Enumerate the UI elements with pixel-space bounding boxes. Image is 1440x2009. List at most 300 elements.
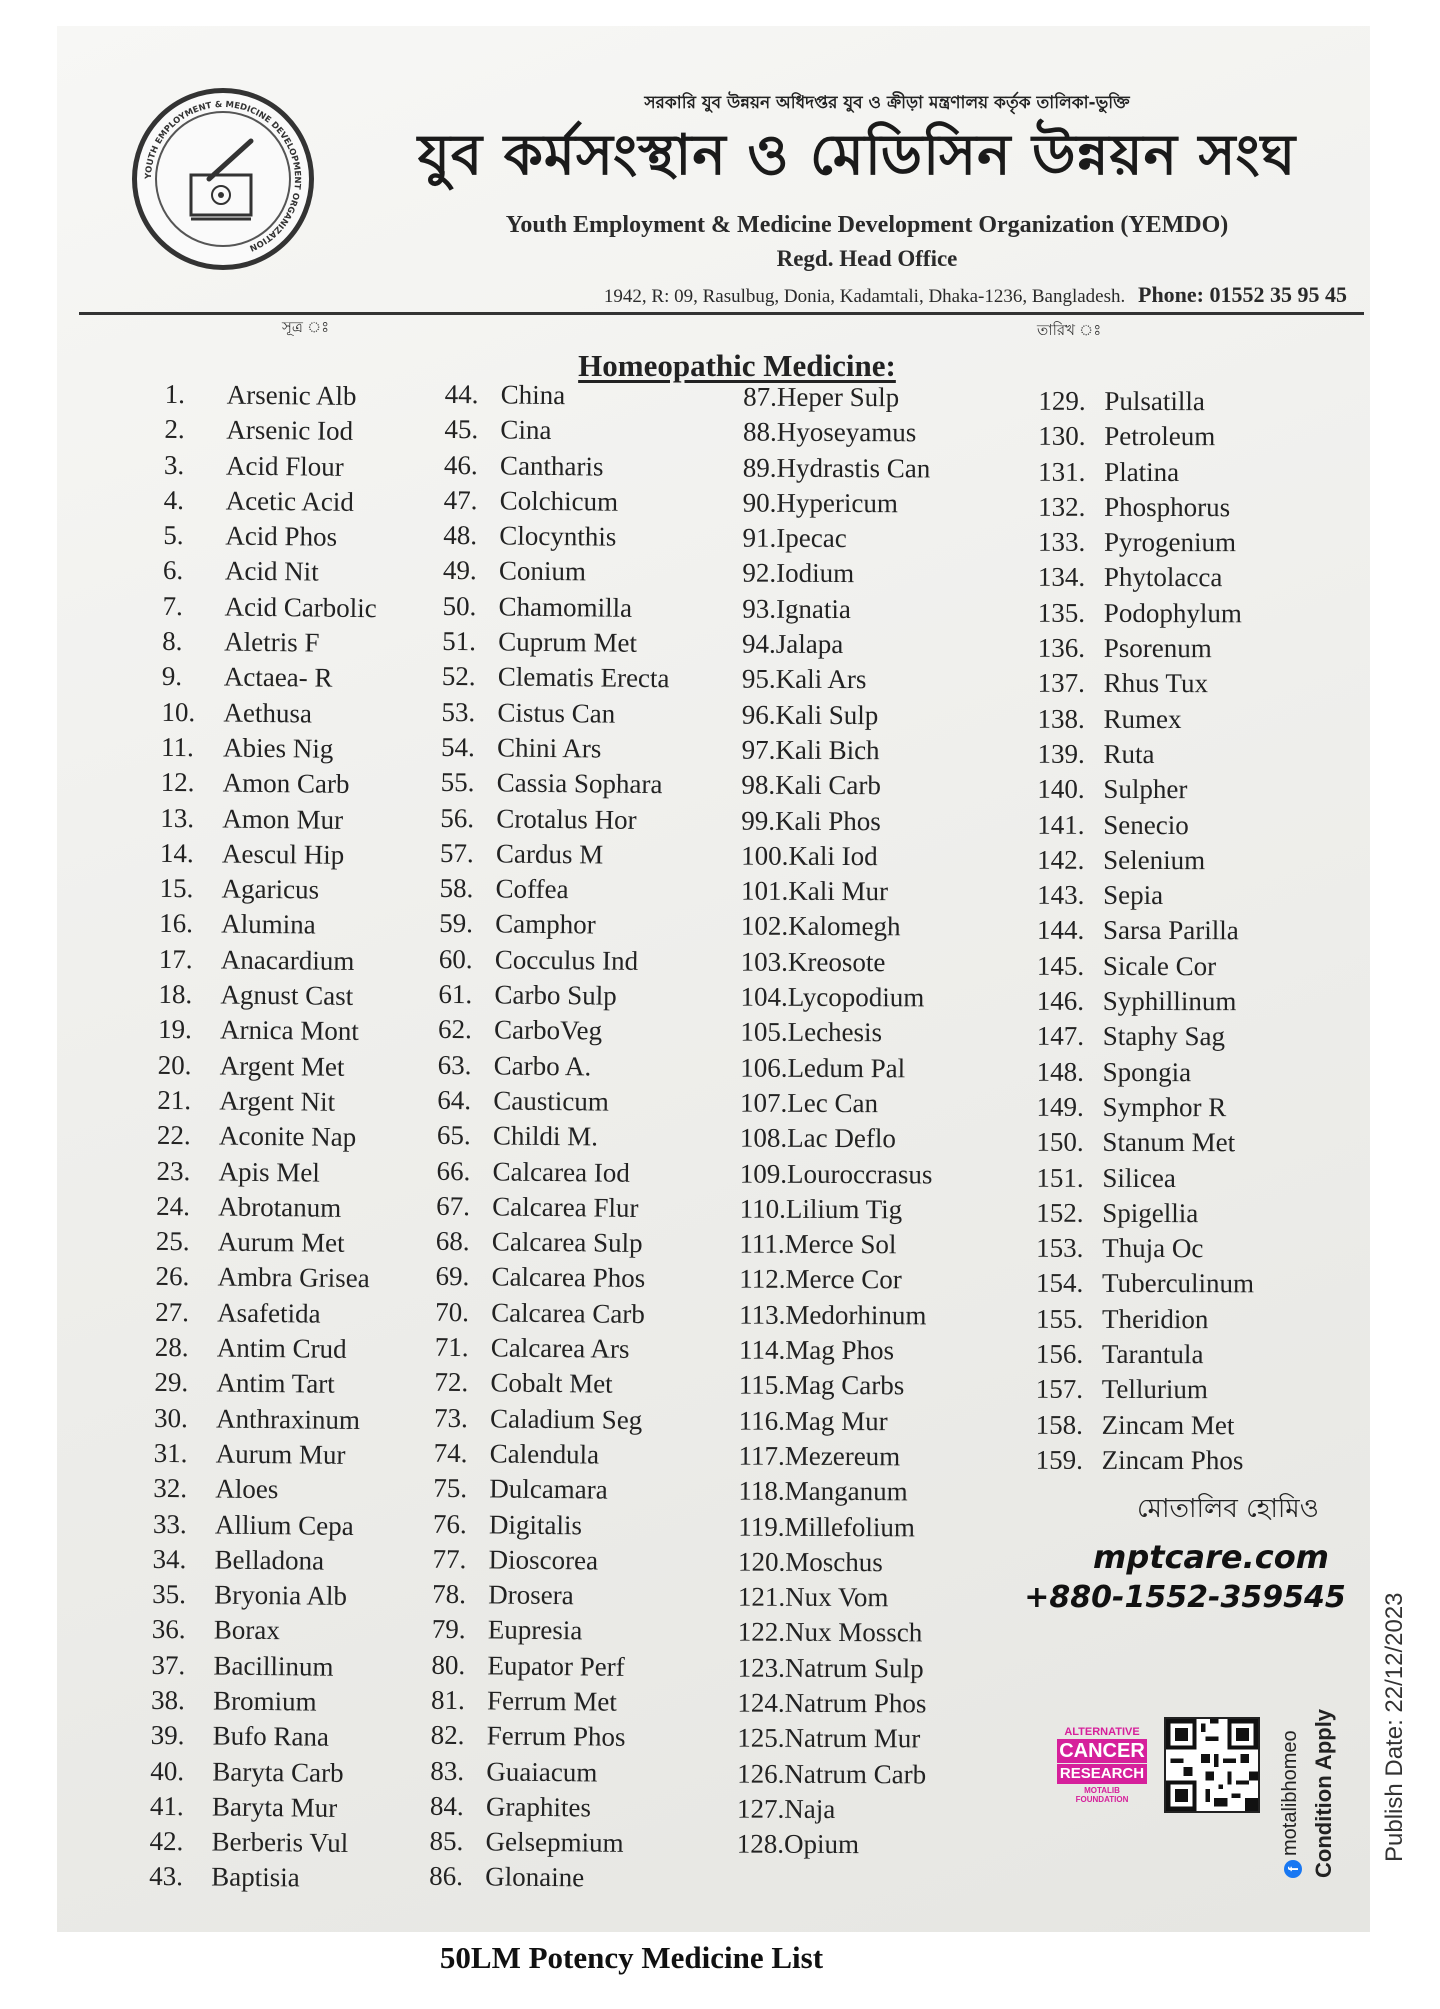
- medicine-name: Pulsatilla: [1104, 385, 1205, 417]
- medicine-number: 12.: [160, 767, 195, 798]
- medicine-name: Nux Mossch: [784, 1617, 923, 1648]
- medicine-item: [164, 448, 379, 486]
- medicine-number: 48.: [443, 520, 478, 551]
- document-photo: [57, 26, 1370, 1932]
- medicine-name: Acetic Acid: [225, 485, 355, 517]
- medicine-item: [742, 627, 935, 663]
- medicine-name: Kali Carb: [775, 769, 882, 801]
- medicine-item: [429, 1859, 657, 1897]
- medicine-number: 145.: [1036, 950, 1085, 981]
- medicine-number: 87.: [743, 381, 777, 412]
- medicine-name: Argent Met: [219, 1050, 345, 1082]
- medicine-name: Bryonia Alb: [214, 1579, 348, 1611]
- medicine-name: Ruta: [1103, 738, 1155, 769]
- medicine-name: Arsenic Iod: [226, 414, 354, 447]
- medicine-item: [163, 483, 378, 521]
- medicine-name: Antim Crud: [216, 1332, 347, 1364]
- publish-date: Publish Date: 22/12/2023: [1381, 1592, 1408, 1862]
- medicine-item: [1036, 1160, 1254, 1196]
- medicine-item: [153, 1506, 368, 1544]
- medicine-name: Borax: [213, 1614, 280, 1646]
- medicine-number: 79.: [431, 1614, 466, 1645]
- medicine-name: Phytolacca: [1103, 562, 1223, 593]
- medicine-name: Baryta Carb: [212, 1756, 344, 1788]
- medicine-item: [149, 1859, 364, 1897]
- medicine-name: Natrum Carb: [784, 1758, 927, 1789]
- medicine-name: Berberis Vul: [211, 1826, 349, 1859]
- medicine-name: Syphillinum: [1102, 985, 1237, 1017]
- medicine-item: [159, 942, 374, 980]
- medicine-name: Thuja Oc: [1102, 1233, 1204, 1264]
- medicine-name: Merce Sol: [784, 1228, 897, 1260]
- medicine-name: Kali Iod: [788, 840, 878, 872]
- medicine-name: Calcarea Sulp: [491, 1226, 643, 1259]
- medicine-number: 22.: [156, 1120, 191, 1151]
- medicine-number: 88.: [742, 416, 777, 448]
- medicine-item: [435, 1295, 663, 1333]
- medicine-item: [442, 659, 670, 697]
- medicine-item: [153, 1436, 368, 1474]
- medicine-name: Bacillinum: [213, 1650, 334, 1682]
- medicine-number: 156.: [1035, 1338, 1084, 1369]
- medicine-item: [157, 1118, 372, 1156]
- medicine-number: 53.: [441, 696, 476, 727]
- medicine-name: Eupresia: [487, 1614, 583, 1646]
- mortar-pestle-icon: [181, 135, 265, 225]
- medicine-number: 55.: [440, 767, 475, 798]
- medicine-number: 124.: [737, 1687, 785, 1718]
- medicine-name: Louroccrasus: [786, 1158, 933, 1189]
- medicine-number: 50.: [442, 590, 477, 621]
- badge-line-2: CANCER: [1057, 1739, 1147, 1763]
- medicine-name: Tuberculinum: [1102, 1268, 1255, 1299]
- medicine-name: Kali Phos: [774, 805, 881, 836]
- medicine-name: Calcarea Carb: [491, 1297, 645, 1329]
- medicine-item: [151, 1648, 366, 1686]
- medicine-item: [741, 909, 934, 945]
- medicine-number: 154.: [1036, 1268, 1084, 1299]
- medicine-item: [440, 800, 668, 838]
- medicine-number: 103.: [740, 946, 789, 977]
- medicine-item: [161, 730, 376, 768]
- medicine-name: Mezereum: [784, 1440, 901, 1472]
- medicine-number: 147.: [1036, 1021, 1085, 1052]
- medicine-number: 114.: [738, 1334, 786, 1365]
- medicine-number: 139.: [1037, 738, 1085, 769]
- medicine-name: Baryta Mur: [211, 1791, 338, 1823]
- medicine-item: [165, 377, 380, 415]
- medicine-item: [739, 1227, 932, 1263]
- condition-apply-text: Condition Apply: [1311, 1708, 1336, 1878]
- medicine-number: 6.: [162, 555, 184, 586]
- medicine-number: 10.: [161, 696, 196, 727]
- medicine-name: Conium: [498, 555, 587, 587]
- medicine-name: Merce Cor: [785, 1264, 902, 1295]
- medicine-name: Rhus Tux: [1103, 668, 1209, 699]
- medicine-item: [152, 1612, 367, 1650]
- medicine-number: 107.: [740, 1087, 788, 1118]
- medicine-number: 65.: [436, 1120, 471, 1151]
- page-caption: 50LM Potency Medicine List: [439, 1940, 824, 1975]
- medicine-name: Opium: [784, 1828, 860, 1860]
- medicine-number: 117.: [738, 1440, 785, 1471]
- medicine-item: [740, 1191, 933, 1227]
- medicine-item: [434, 1400, 662, 1438]
- medicine-item: [740, 1121, 933, 1157]
- medicine-number: 99.: [741, 805, 776, 836]
- medicine-number: 54.: [440, 731, 475, 763]
- medicine-name: Ipecac: [776, 522, 847, 554]
- medicine-number: 5.: [163, 520, 184, 551]
- medicine-number: 144.: [1036, 915, 1085, 946]
- medicine-number: 41.: [149, 1790, 184, 1822]
- medicine-number: 82.: [430, 1720, 465, 1751]
- medicine-name: Caladium Seg: [489, 1402, 643, 1435]
- medicine-number: 8.: [162, 625, 183, 657]
- medicine-item: [438, 1012, 666, 1050]
- medicine-item: [1036, 1090, 1254, 1126]
- medicine-number: 4.: [163, 484, 185, 516]
- medicine-name: Kali Ars: [775, 664, 867, 695]
- medicine-name: Digitalis: [488, 1508, 583, 1540]
- medicine-number: 78.: [432, 1578, 467, 1610]
- medicine-number: 74.: [433, 1437, 468, 1469]
- medicine-number: 70.: [435, 1296, 470, 1327]
- medicine-item: [433, 1436, 661, 1474]
- medicine-name: China: [500, 379, 566, 411]
- medicine-item: [737, 1721, 930, 1757]
- medicine-item: [436, 1153, 664, 1191]
- medicine-item: [149, 1824, 364, 1862]
- medicine-name: Chamomilla: [498, 591, 633, 623]
- medicine-item: [1036, 1372, 1254, 1408]
- medicine-item: [742, 733, 935, 769]
- medicine-number: 136.: [1037, 632, 1086, 663]
- medicine-item: [151, 1718, 366, 1756]
- medicine-number: 63.: [437, 1049, 472, 1080]
- medicine-number: 30.: [153, 1402, 188, 1433]
- medicine-name: Kali Bich: [775, 734, 880, 766]
- medicine-number: 100.: [741, 840, 789, 871]
- medicine-item: [437, 1083, 665, 1121]
- medicine-item: [433, 1506, 661, 1544]
- medicine-item: [738, 1650, 931, 1686]
- medicine-number: 25.: [155, 1225, 190, 1257]
- medicine-item: [740, 980, 933, 1016]
- medicine-item: [741, 874, 934, 910]
- medicine-number: 59.: [439, 908, 474, 939]
- medicine-item: [738, 1474, 931, 1510]
- medicine-number: 68.: [435, 1225, 470, 1257]
- medicine-name: Dioscorea: [488, 1544, 599, 1576]
- medicine-number: 141.: [1037, 809, 1085, 840]
- medicine-name: Hydrastis Can: [776, 452, 931, 483]
- medicine-item: [1036, 1301, 1254, 1337]
- medicine-item: [1038, 525, 1256, 561]
- medicine-name: Lechesis: [787, 1017, 883, 1048]
- medicine-name: Pyrogenium: [1103, 527, 1237, 558]
- medicine-number: 51.: [442, 625, 477, 657]
- medicine-item: [739, 1297, 932, 1333]
- medicine-name: Coffea: [495, 873, 569, 905]
- medicine-number: 91.: [742, 522, 777, 553]
- medicine-number: 1.: [164, 378, 186, 410]
- medicine-number: 153.: [1036, 1232, 1084, 1263]
- medicine-name: Aescul Hip: [221, 838, 345, 870]
- medicine-item: [161, 765, 376, 803]
- medicine-number: 109.: [739, 1158, 788, 1189]
- medicine-item: [739, 1333, 932, 1369]
- medicine-item: [162, 589, 377, 627]
- header-divider: [79, 312, 1364, 315]
- medicine-name: Camphor: [495, 908, 596, 940]
- medicine-number: 89.: [742, 452, 777, 483]
- medicine-number: 17.: [158, 943, 193, 974]
- medicine-number: 62.: [437, 1014, 473, 1045]
- medicine-name: Calcarea Iod: [492, 1155, 630, 1188]
- medicine-number: 38.: [150, 1684, 186, 1716]
- medicine-number: 133.: [1037, 526, 1086, 558]
- medicine-item: [158, 977, 373, 1015]
- medicine-item: [740, 1156, 933, 1192]
- medicine-number: 134.: [1037, 562, 1086, 593]
- medicine-name: Drosera: [488, 1579, 574, 1611]
- medicine-item: [435, 1330, 663, 1368]
- medicine-number: 66.: [436, 1155, 471, 1186]
- medicine-name: Aletris F: [224, 626, 320, 658]
- medicine-number: 49.: [442, 555, 477, 586]
- medicine-name: Belladona: [214, 1544, 325, 1576]
- medicine-number: 125.: [737, 1722, 785, 1754]
- medicine-name: Zincam Met: [1101, 1409, 1235, 1440]
- medicine-name: Agnust Cast: [220, 979, 354, 1011]
- medicine-name: Glonaine: [485, 1861, 585, 1893]
- medicine-number: 14.: [159, 837, 194, 869]
- medicine-name: Alumina: [221, 908, 316, 940]
- medicine-name: Calcarea Ars: [490, 1332, 630, 1364]
- medicine-number: 26.: [155, 1261, 190, 1292]
- medicine-name: Kalomegh: [788, 911, 901, 942]
- medicine-item: [431, 1718, 659, 1756]
- medicine-number: 148.: [1036, 1056, 1084, 1087]
- medicine-number: 155.: [1035, 1303, 1084, 1334]
- medicine-name: Platina: [1104, 456, 1180, 487]
- organization-title-english: Youth Employment & Medicine Development Organization (YEMDO): [505, 212, 1229, 238]
- medicine-number: 45.: [444, 414, 479, 445]
- medicine-number: 143.: [1037, 879, 1085, 910]
- medicine-number: 105.: [740, 1016, 788, 1048]
- medicine-number: 64.: [437, 1084, 472, 1116]
- medicine-number: 138.: [1037, 703, 1085, 734]
- medicine-number: 52.: [441, 661, 476, 692]
- medicine-name: Carbo Sulp: [494, 979, 617, 1011]
- medicine-name: Graphites: [485, 1791, 592, 1823]
- medicine-number: 16.: [159, 908, 194, 939]
- medicine-item: [442, 589, 670, 627]
- medicine-name: Manganum: [784, 1475, 908, 1507]
- medicine-name: Rumex: [1103, 703, 1182, 734]
- medicine-item: [439, 906, 667, 944]
- medicine-name: Ferrum Met: [486, 1685, 617, 1717]
- medicine-number: 33.: [152, 1508, 187, 1539]
- medicine-number: 142.: [1037, 844, 1085, 875]
- medicine-name: Abrotanum: [218, 1191, 342, 1223]
- medicine-item: [159, 871, 374, 909]
- medicine-name: Acid Phos: [225, 520, 338, 552]
- medicine-item: [1036, 1407, 1254, 1443]
- medicine-item: [430, 1753, 658, 1791]
- medicine-name: Cardus M: [495, 838, 604, 870]
- medicine-name: Arnica Mont: [219, 1014, 359, 1047]
- medicine-number: 96.: [741, 699, 776, 730]
- medicine-number: 120.: [738, 1546, 786, 1577]
- medicine-number: 39.: [150, 1720, 185, 1751]
- medicine-name: Naja: [784, 1793, 836, 1824]
- medicine-number: 127.: [736, 1793, 785, 1824]
- medicine-item: [1036, 1443, 1254, 1479]
- medicine-item: [162, 624, 377, 662]
- medicine-number: 80.: [431, 1649, 466, 1680]
- facebook-icon: f: [1284, 1860, 1302, 1878]
- medicine-item: [737, 1827, 930, 1863]
- medicine-name: Petroleum: [1104, 421, 1216, 452]
- medicine-name: Bufo Rana: [212, 1720, 330, 1752]
- medicine-number: 128.: [736, 1828, 785, 1859]
- medicine-number: 121.: [737, 1581, 786, 1612]
- medicine-name: Cantharis: [499, 450, 604, 482]
- medicine-number: 15.: [159, 873, 194, 904]
- address-line: [387, 282, 1347, 308]
- medicine-item: [742, 521, 935, 557]
- medicine-name: Anthraxinum: [215, 1403, 361, 1435]
- medicine-number: 81.: [430, 1684, 466, 1716]
- medicine-item: [1038, 595, 1256, 631]
- medicine-item: [741, 768, 934, 804]
- medicine-name: Hypericum: [776, 487, 898, 519]
- medicine-item: [438, 1047, 666, 1085]
- facebook-handle[interactable]: [1279, 1730, 1302, 1878]
- medicine-name: Calendula: [489, 1438, 600, 1470]
- medicine-item: [743, 485, 936, 521]
- medicine-number: 23.: [156, 1155, 191, 1186]
- brand-phone: +880-1552-359545: [1024, 1580, 1346, 1615]
- medicine-item: [439, 871, 667, 909]
- medicine-item: [1036, 1125, 1254, 1161]
- medicine-name: Senecio: [1103, 809, 1189, 840]
- medicine-name: Lycopodium: [787, 981, 925, 1013]
- medicine-item: [432, 1577, 660, 1615]
- medicine-item: [741, 944, 934, 980]
- medicine-number: 77.: [432, 1543, 467, 1574]
- medicine-name: Zincam Phos: [1101, 1444, 1244, 1476]
- medicine-number: 83.: [430, 1755, 465, 1786]
- medicine-name: Allium Cepa: [214, 1509, 354, 1541]
- medicine-number: 97.: [741, 734, 776, 765]
- medicine-number: 7.: [162, 590, 183, 621]
- medicine-item: [441, 730, 669, 768]
- medicine-number: 93.: [742, 593, 777, 624]
- medicine-item: [436, 1189, 664, 1227]
- medicine-item: [160, 836, 375, 874]
- medicine-item: [1037, 984, 1255, 1020]
- medicine-number: 40.: [150, 1755, 185, 1786]
- medicine-item: [1038, 419, 1256, 455]
- medicine-number: 47.: [443, 484, 478, 516]
- medicine-number: 18.: [158, 978, 193, 1010]
- medicine-item: [737, 1756, 930, 1792]
- medicine-item: [739, 1403, 932, 1439]
- medicine-number: 60.: [438, 943, 473, 974]
- medicine-item: [1038, 490, 1256, 526]
- medicine-name: Selenium: [1103, 844, 1206, 876]
- medicine-number: 56.: [440, 802, 475, 833]
- medicine-item: [739, 1262, 932, 1298]
- medicine-name: Silicea: [1102, 1162, 1176, 1193]
- medicine-number: 150.: [1036, 1126, 1084, 1158]
- medicine-name: Spigellia: [1102, 1197, 1199, 1228]
- medicine-item: [1037, 807, 1255, 843]
- medicine-item: [160, 800, 375, 838]
- medicine-name: Calcarea Flur: [492, 1191, 639, 1223]
- medicine-item: [1038, 631, 1256, 667]
- qr-code-icon: [1164, 1717, 1260, 1813]
- medicine-item: [1036, 1231, 1254, 1267]
- medicine-item: [1038, 560, 1256, 596]
- medicine-item: [154, 1400, 369, 1438]
- medicine-number: 58.: [439, 872, 474, 904]
- medicine-item: [443, 483, 671, 521]
- medicine-item: [1036, 1337, 1254, 1373]
- medicine-number: 76.: [432, 1508, 467, 1539]
- medicine-name: Lec Can: [787, 1087, 879, 1119]
- head-office-label: Regd. Head Office: [776, 246, 958, 271]
- medicine-item: [743, 415, 936, 451]
- medicine-item: [1037, 1019, 1255, 1055]
- medicine-name: Actaea- R: [223, 661, 333, 694]
- medicine-number: 110.: [739, 1193, 786, 1224]
- medicine-name: Kali Mur: [788, 875, 889, 907]
- medicine-item: [737, 1686, 930, 1722]
- medicine-item: [155, 1330, 370, 1368]
- address-text: 1942, R: 09, Rasulbug, Donia, Kadamtali, Dhaka-1236, Bangladesh.: [603, 286, 1126, 307]
- medicine-number: 149.: [1036, 1091, 1084, 1122]
- list-heading: Homeopathic Medicine:: [578, 348, 896, 383]
- medicine-name: Cassia Sophara: [496, 767, 663, 800]
- medicine-number: 29.: [154, 1367, 189, 1398]
- medicine-number: 135.: [1037, 597, 1086, 628]
- medicine-name: Lac Deflo: [787, 1123, 896, 1154]
- medicine-item: [445, 377, 673, 415]
- medicine-name: Tarantula: [1101, 1338, 1204, 1370]
- medicine-name: Aconite Nap: [218, 1120, 357, 1153]
- medicine-name: Sepia: [1103, 880, 1164, 911]
- medicine-number: 9.: [161, 661, 183, 692]
- medicine-name: Kreosote: [787, 946, 886, 977]
- medicine-item: [434, 1365, 662, 1403]
- medicine-name: Cistus Can: [497, 697, 616, 729]
- medicine-number: 95.: [741, 663, 776, 695]
- medicine-item: [740, 1015, 933, 1051]
- medicine-item: [1038, 666, 1256, 702]
- medicine-number: 86.: [429, 1861, 464, 1892]
- medicine-number: 57.: [439, 837, 474, 869]
- medicine-number: 102.: [740, 911, 789, 942]
- medicine-number: 137.: [1037, 668, 1085, 699]
- medicine-number: 73.: [433, 1402, 468, 1433]
- logo-ring-text: YOUTH EMPLOYMENT & MEDICINE DEVELOPMENT ORGANIZATION: [143, 99, 303, 253]
- medicine-number: 2.: [164, 414, 185, 445]
- medicine-name: Asafetida: [217, 1297, 321, 1329]
